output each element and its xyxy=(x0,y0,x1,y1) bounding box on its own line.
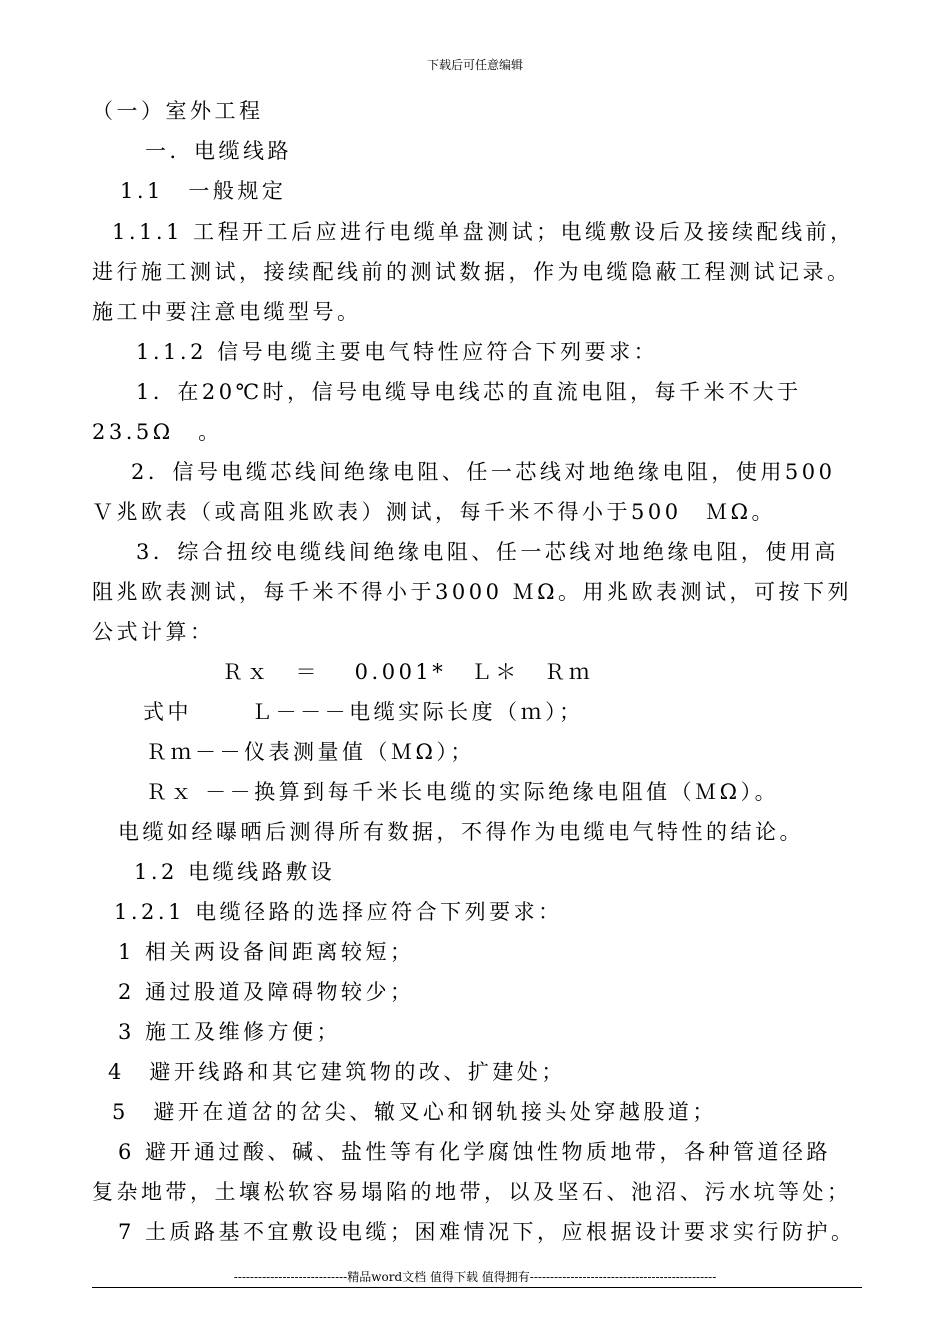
subsection-heading: 1.1 一般规定 xyxy=(120,179,287,203)
list-item: 3 施工及维修方便； xyxy=(118,1020,342,1044)
formula: Ｒｘ ＝ 0.001* Ｌ＊ Ｒｍ xyxy=(222,660,594,684)
paragraph-line: 1.2.1 电缆径路的选择应符合下列要求： xyxy=(114,900,563,924)
list-item: 5 避开在道岔的岔尖、辙叉心和钢轨接头处穿越股道； xyxy=(112,1100,717,1124)
formula-note: Ｒｘ －－换算到每千米长电缆的实际绝缘电阻值（ＭΩ）。 xyxy=(146,780,780,804)
paragraph-line: 电缆如经曝晒后测得所有数据，不得作为电缆电气特性的结论。 xyxy=(118,820,804,844)
paragraph-line: 复杂地带，土壤松软容易塌陷的地带，以及坚石、池沼、污水坑等处； xyxy=(92,1180,852,1204)
formula-note: 式中 Ｌ－－－电缆实际长度（ｍ）； xyxy=(143,700,584,724)
list-item: 6 避开通过酸、碱、盐性等有化学腐蚀性物质地带，各种管道径路 xyxy=(118,1140,832,1164)
chapter-heading: 一．电缆线路 xyxy=(145,139,292,163)
list-item: 2 通过股道及障碍物较少； xyxy=(118,980,415,1004)
paragraph-line: 进行施工测试，接续配线前的测试数据，作为电缆隐蔽工程测试记录。 xyxy=(92,260,852,284)
paragraph-line: 1.1.1 工程开工后应进行电缆单盘测试；电缆敷设后及接续配线前， xyxy=(112,220,855,244)
paragraph-line: 阻兆欧表测试，每千米不得小于3000 ＭΩ。用兆欧表测试，可按下列 xyxy=(92,580,853,604)
page-footer: ----------------------------精品word文档 值得下载 值得拥有---------------------------------------------- xyxy=(233,1270,717,1284)
list-item: 1 相关两设备间距离较短； xyxy=(118,940,415,964)
list-item: 4 避开线路和其它建筑物的改、扩建处； xyxy=(108,1060,566,1084)
paragraph-line: 23.5Ω 。 xyxy=(92,420,223,444)
paragraph-line: 1.1.2 信号电缆主要电气特性应符合下列要求： xyxy=(136,340,659,364)
section-title: （一）室外工程 xyxy=(92,99,264,123)
paragraph-line: 3．综合扭绞电缆线间绝缘电阻、任一芯线对地绝缘电阻，使用高 xyxy=(136,540,839,564)
page-header: 下载后可任意编辑 xyxy=(426,58,523,72)
formula-note: Ｒｍ－－仪表测量值（ＭΩ）； xyxy=(146,740,475,764)
paragraph-line: 公式计算： xyxy=(92,620,215,644)
paragraph-line: 施工中要注意电缆型号。 xyxy=(92,300,362,324)
footer-rule xyxy=(92,1287,862,1288)
subsection-heading: 1.2 电缆线路敷设 xyxy=(134,860,336,884)
paragraph-line: Ｖ兆欧表（或高阻兆欧表）测试，每千米不得小于500 ＭΩ。 xyxy=(92,500,776,524)
paragraph-line: 2．信号电缆芯线间绝缘电阻、任一芯线对地绝缘电阻，使用500 xyxy=(131,460,836,484)
list-item: 7 土质路基不宜敷设电缆；困难情况下，应根据设计要求实行防护。 xyxy=(118,1220,856,1244)
paragraph-line: 1．在20℃时，信号电缆导电线芯的直流电阻，每千米不大于 xyxy=(136,380,802,404)
